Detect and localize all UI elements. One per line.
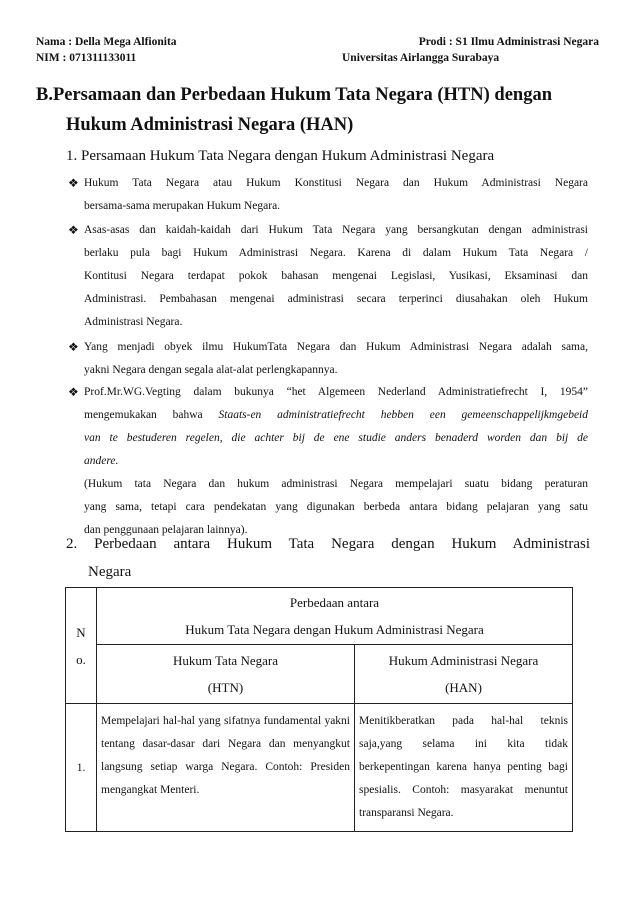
- bullet-3-line: yakni Negara dengan segala alat-alat perlengkapannya.: [84, 364, 338, 376]
- bullet-4-quote-line: andere.: [84, 455, 119, 467]
- bullet-item-4: [68, 381, 588, 542]
- section-b-title-line1: B.Persamaan dan Perbedaan Hukum Tata Negara (HTN) dengan: [36, 85, 552, 105]
- bullet-2-line: Kontitusi Negara terdapat pokok bahasan mengenai Legislasi, Yusikasi, Eksaminasi dan: [84, 270, 588, 282]
- bullet-4-line: Prof.Mr.WG.Vegting dalam bukunya “het Algemeen Nederland Administratiefrecht I, 1954”: [84, 386, 588, 398]
- bullet-4-line: [84, 404, 588, 427]
- bullet-4-translation-line: (Hukum tata Negara dan hukum administrasi Negara mempelajari suatu bidang peraturan: [84, 478, 588, 490]
- bullet-2-line: Administrasi. Pembahasan mengenai administrasi secara terperinci diusahakan oleh Hukum: [84, 293, 588, 305]
- diamond-bullet-icon: ❖: [68, 176, 79, 190]
- section-2-title-line1: 2. Perbedaan antara Hukum Tata Negara dengan Hukum Administrasi: [66, 536, 590, 552]
- bullet-item-3: [68, 336, 588, 382]
- bullet-2-line: Administrasi Negara.: [84, 316, 183, 328]
- university: Universitas Airlangga Surabaya: [342, 52, 500, 64]
- bullet-3-line: Yang menjadi obyek ilmu HukumTata Negara dan Hukum Administrasi Negara adalah sama,: [84, 341, 588, 353]
- bullet-2-line: Asas-asas dan kaidah-kaidah dari Hukum Tata Negara yang bersangkutan dengan administrasi: [84, 224, 588, 236]
- comparison-table: [65, 587, 573, 832]
- diamond-bullet-icon: ❖: [68, 223, 79, 237]
- table-header-han: Hukum Administrasi Negara (HAN): [355, 645, 573, 704]
- table-row: [66, 704, 573, 832]
- section-2-title-line2: Negara: [88, 564, 132, 580]
- bullet-4-quote-line: van te bestuderen regelen, die achter bij de ene studie anders benaderd worden dan bij de: [84, 432, 588, 444]
- bullet-4-translation-line: dan penggunaan pelajaran lainnya).: [84, 524, 248, 536]
- bullet-1-line: Hukum Tata Negara atau Hukum Konstitusi Negara dan Hukum Administrasi Negara: [84, 177, 588, 189]
- student-name: Nama : Della Mega Alfionita: [36, 36, 177, 48]
- section-b-heading: [36, 80, 606, 140]
- table-cell-han: Menitikberatkan pada hal-hal teknis saja,yang selama ini kita tidak berkepentingan karena hanya penting bagi spesialis. Contoh: masyarakat menuntut transparansi Negara.: [355, 704, 573, 832]
- bullet-item-1: [68, 172, 588, 218]
- section-2-heading: [66, 530, 590, 586]
- table-cell-no: 1.: [66, 704, 97, 832]
- table-header-htn: Hukum Tata Negara (HTN): [97, 645, 355, 704]
- bullet-item-2: [68, 219, 588, 334]
- table-header-group: Perbedaan antara Hukum Tata Negara dengan Hukum Administrasi Negara: [97, 588, 573, 645]
- diamond-bullet-icon: ❖: [68, 340, 79, 354]
- diamond-bullet-icon: ❖: [68, 385, 79, 399]
- bullet-4-translation-line: yang sama, tetapi cara pendekatan yang digunakan berbeda antara bidang pelajaran yang satu: [84, 501, 588, 513]
- bullet-1-line: bersama-sama merupakan Hukum Negara.: [84, 200, 281, 212]
- bullet-2-line: berlaku pula bagi Hukum Administrasi Negara. Karena di dalam Hukum Tata Negara /: [84, 247, 588, 259]
- study-program: Prodi : S1 Ilmu Administrasi Negara: [418, 36, 599, 48]
- section-b-title-line2: Hukum Administrasi Negara (HAN): [66, 115, 354, 135]
- bullet-4-quote: Staats-en administratiefrecht hebben een gemeenschappelijkmgebeid: [218, 409, 588, 421]
- bullet-4-text: mengemukakan bahwa: [84, 409, 219, 421]
- table-header-no: N o.: [66, 588, 97, 704]
- section-1-title: 1. Persamaan Hukum Tata Negara dengan Hukum Administrasi Negara: [66, 148, 495, 164]
- table-cell-htn: Mempelajari hal-hal yang sifatnya fundamental yakni tentang dasar-dasar dari Negara dan menyangkut langsung setiap warga Negara. Contoh: Presiden mengangkat Menteri.: [97, 704, 355, 832]
- student-nim: NIM : 071311133011: [36, 52, 137, 64]
